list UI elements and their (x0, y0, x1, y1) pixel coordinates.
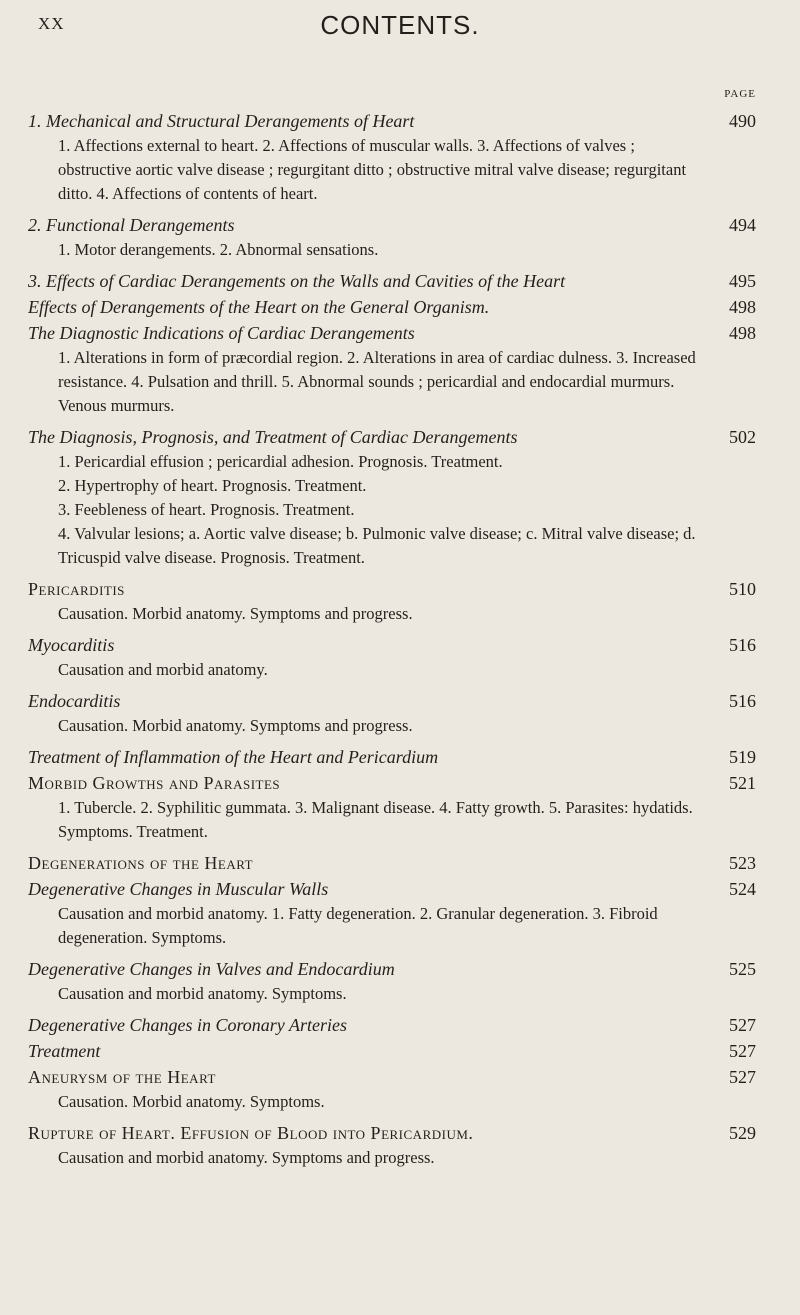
toc-entry-title: Myocarditis (28, 635, 115, 655)
toc-entry-subtopic-line: 4. Valvular lesions; a. Aortic valve disease; b. Pulmonic valve disease; c. Mitral valve disease; d. Tricuspid valve disease. Prognosis. Treatment. (58, 524, 696, 567)
toc-entry-title: Degenerative Changes in Coronary Arteries (28, 1015, 347, 1035)
toc-entry-title: Pericarditis (28, 579, 125, 599)
toc-entry-subtopics: 1. Motor derangements. 2. Abnormal sensations. (58, 240, 379, 259)
toc-entry-title: Effects of Derangements of the Heart on the General Organism. (28, 297, 490, 317)
toc-entry-title: Endocarditis (28, 691, 121, 711)
toc-entry (0, 876, 800, 902)
page-number: XX (38, 14, 65, 33)
toc-entry-page: 527 (729, 1015, 756, 1035)
toc-entry (0, 956, 800, 982)
toc-entry (0, 688, 800, 714)
toc-entry (0, 1012, 800, 1038)
toc-entry (0, 744, 800, 770)
toc-entry (0, 770, 800, 796)
toc-entry-subtopics: Causation and morbid anatomy. (58, 660, 268, 679)
toc-entry-subtopics: 1. Affections external to heart. 2. Affections of muscular walls. 3. Affections of valves ; obstructive aortic valve disease ; regurgitant ditto ; obstructive mitral valve disease; regurgitant ditto. 4. Affections of contents of heart. (58, 136, 687, 203)
toc-entry-page: 516 (729, 691, 756, 711)
toc-entry-page: 524 (729, 879, 756, 899)
toc-entry-page: 521 (729, 773, 756, 793)
toc-entry-title: Degenerative Changes in Valves and Endocardium (28, 959, 395, 979)
toc-entry-subtopics: Causation. Morbid anatomy. Symptoms and progress. (58, 716, 413, 735)
toc-entry-title: 2. Functional Derangements (28, 215, 235, 235)
toc-entry (0, 320, 800, 346)
toc-entry-subtopic-line: 2. Hypertrophy of heart. Prognosis. Treatment. (58, 476, 367, 495)
contents-list (0, 108, 800, 1176)
toc-entry-page: 494 (729, 215, 756, 235)
toc-entry (0, 108, 800, 134)
toc-entry-subtopics: Causation. Morbid anatomy. Symptoms. (58, 1092, 325, 1111)
toc-entry-title: Aneurysm of the Heart (28, 1067, 216, 1087)
toc-entry-title: Degenerative Changes in Muscular Walls (28, 879, 329, 899)
toc-entry (0, 850, 800, 876)
toc-entry-page: 525 (729, 959, 756, 979)
toc-entry-subtopic-line: 1. Pericardial effusion ; pericardial adhesion. Prognosis. Treatment. (58, 452, 503, 471)
toc-entry-title: Morbid Growths and Parasites (28, 773, 281, 793)
toc-entry-page: 527 (729, 1041, 756, 1061)
toc-entry-page: 490 (729, 111, 756, 131)
toc-entry-subtopic-line: 3. Feebleness of heart. Prognosis. Treatment. (58, 500, 355, 519)
toc-entry-title: The Diagnostic Indications of Cardiac Derangements (28, 323, 415, 343)
toc-entry-page: 510 (729, 579, 756, 599)
toc-entry (0, 1120, 800, 1146)
toc-entry-page: 502 (729, 427, 756, 447)
toc-entry-title: 3. Effects of Cardiac Derangements on the Walls and Cavities of the Heart (28, 271, 566, 291)
running-title: CONTENTS. (320, 10, 480, 40)
toc-entry (0, 294, 800, 320)
toc-entry-title: The Diagnosis, Prognosis, and Treatment of Cardiac Derangements (28, 427, 518, 447)
toc-entry-page: 527 (729, 1067, 756, 1087)
toc-entry-title: Degenerations of the Heart (28, 853, 254, 873)
toc-entry-title: Rupture of Heart. Effusion of Blood into Pericardium. (28, 1123, 474, 1143)
toc-entry-title: Treatment (28, 1041, 101, 1061)
toc-entry (0, 268, 800, 294)
toc-entry-subtopics: 1. Tubercle. 2. Syphilitic gummata. 3. Malignant disease. 4. Fatty growth. 5. Parasites: hydatids. Symptoms. Treatment. (58, 798, 693, 841)
toc-entry-subtopics: Causation. Morbid anatomy. Symptoms and progress. (58, 604, 413, 623)
toc-entry (0, 212, 800, 238)
toc-entry-page: 516 (729, 635, 756, 655)
toc-entry (0, 632, 800, 658)
toc-entry (0, 1064, 800, 1090)
page-column-head: PAGE (724, 88, 756, 100)
toc-entry-page: 498 (729, 297, 756, 317)
toc-entry-title: 1. Mechanical and Structural Derangements of Heart (28, 111, 415, 131)
toc-entry (0, 1038, 800, 1064)
toc-entry-page: 498 (729, 323, 756, 343)
toc-entry (0, 424, 800, 450)
toc-entry-subtopics: Causation and morbid anatomy. Symptoms. (58, 984, 347, 1003)
toc-entry-subtopics: Causation and morbid anatomy. Symptoms and progress. (58, 1148, 435, 1167)
toc-entry-page: 519 (729, 747, 756, 767)
toc-entry-page: 529 (729, 1123, 756, 1143)
toc-entry-page: 523 (729, 853, 756, 873)
toc-entry-page: 495 (729, 271, 756, 291)
toc-entry-subtopics: 1. Alterations in form of præcordial region. 2. Alterations in area of cardiac dulness. 3. Increased resistance. 4. Pulsation and thrill. 5. Abnormal sounds ; pericardial and endocardial murmurs. Venous murmurs. (58, 348, 696, 415)
toc-entry (0, 576, 800, 602)
toc-entry-title: Treatment of Inflammation of the Heart and Pericardium (28, 747, 439, 767)
toc-entry-subtopics: Causation and morbid anatomy. 1. Fatty degeneration. 2. Granular degeneration. 3. Fibroid degeneration. Symptoms. (58, 904, 658, 947)
